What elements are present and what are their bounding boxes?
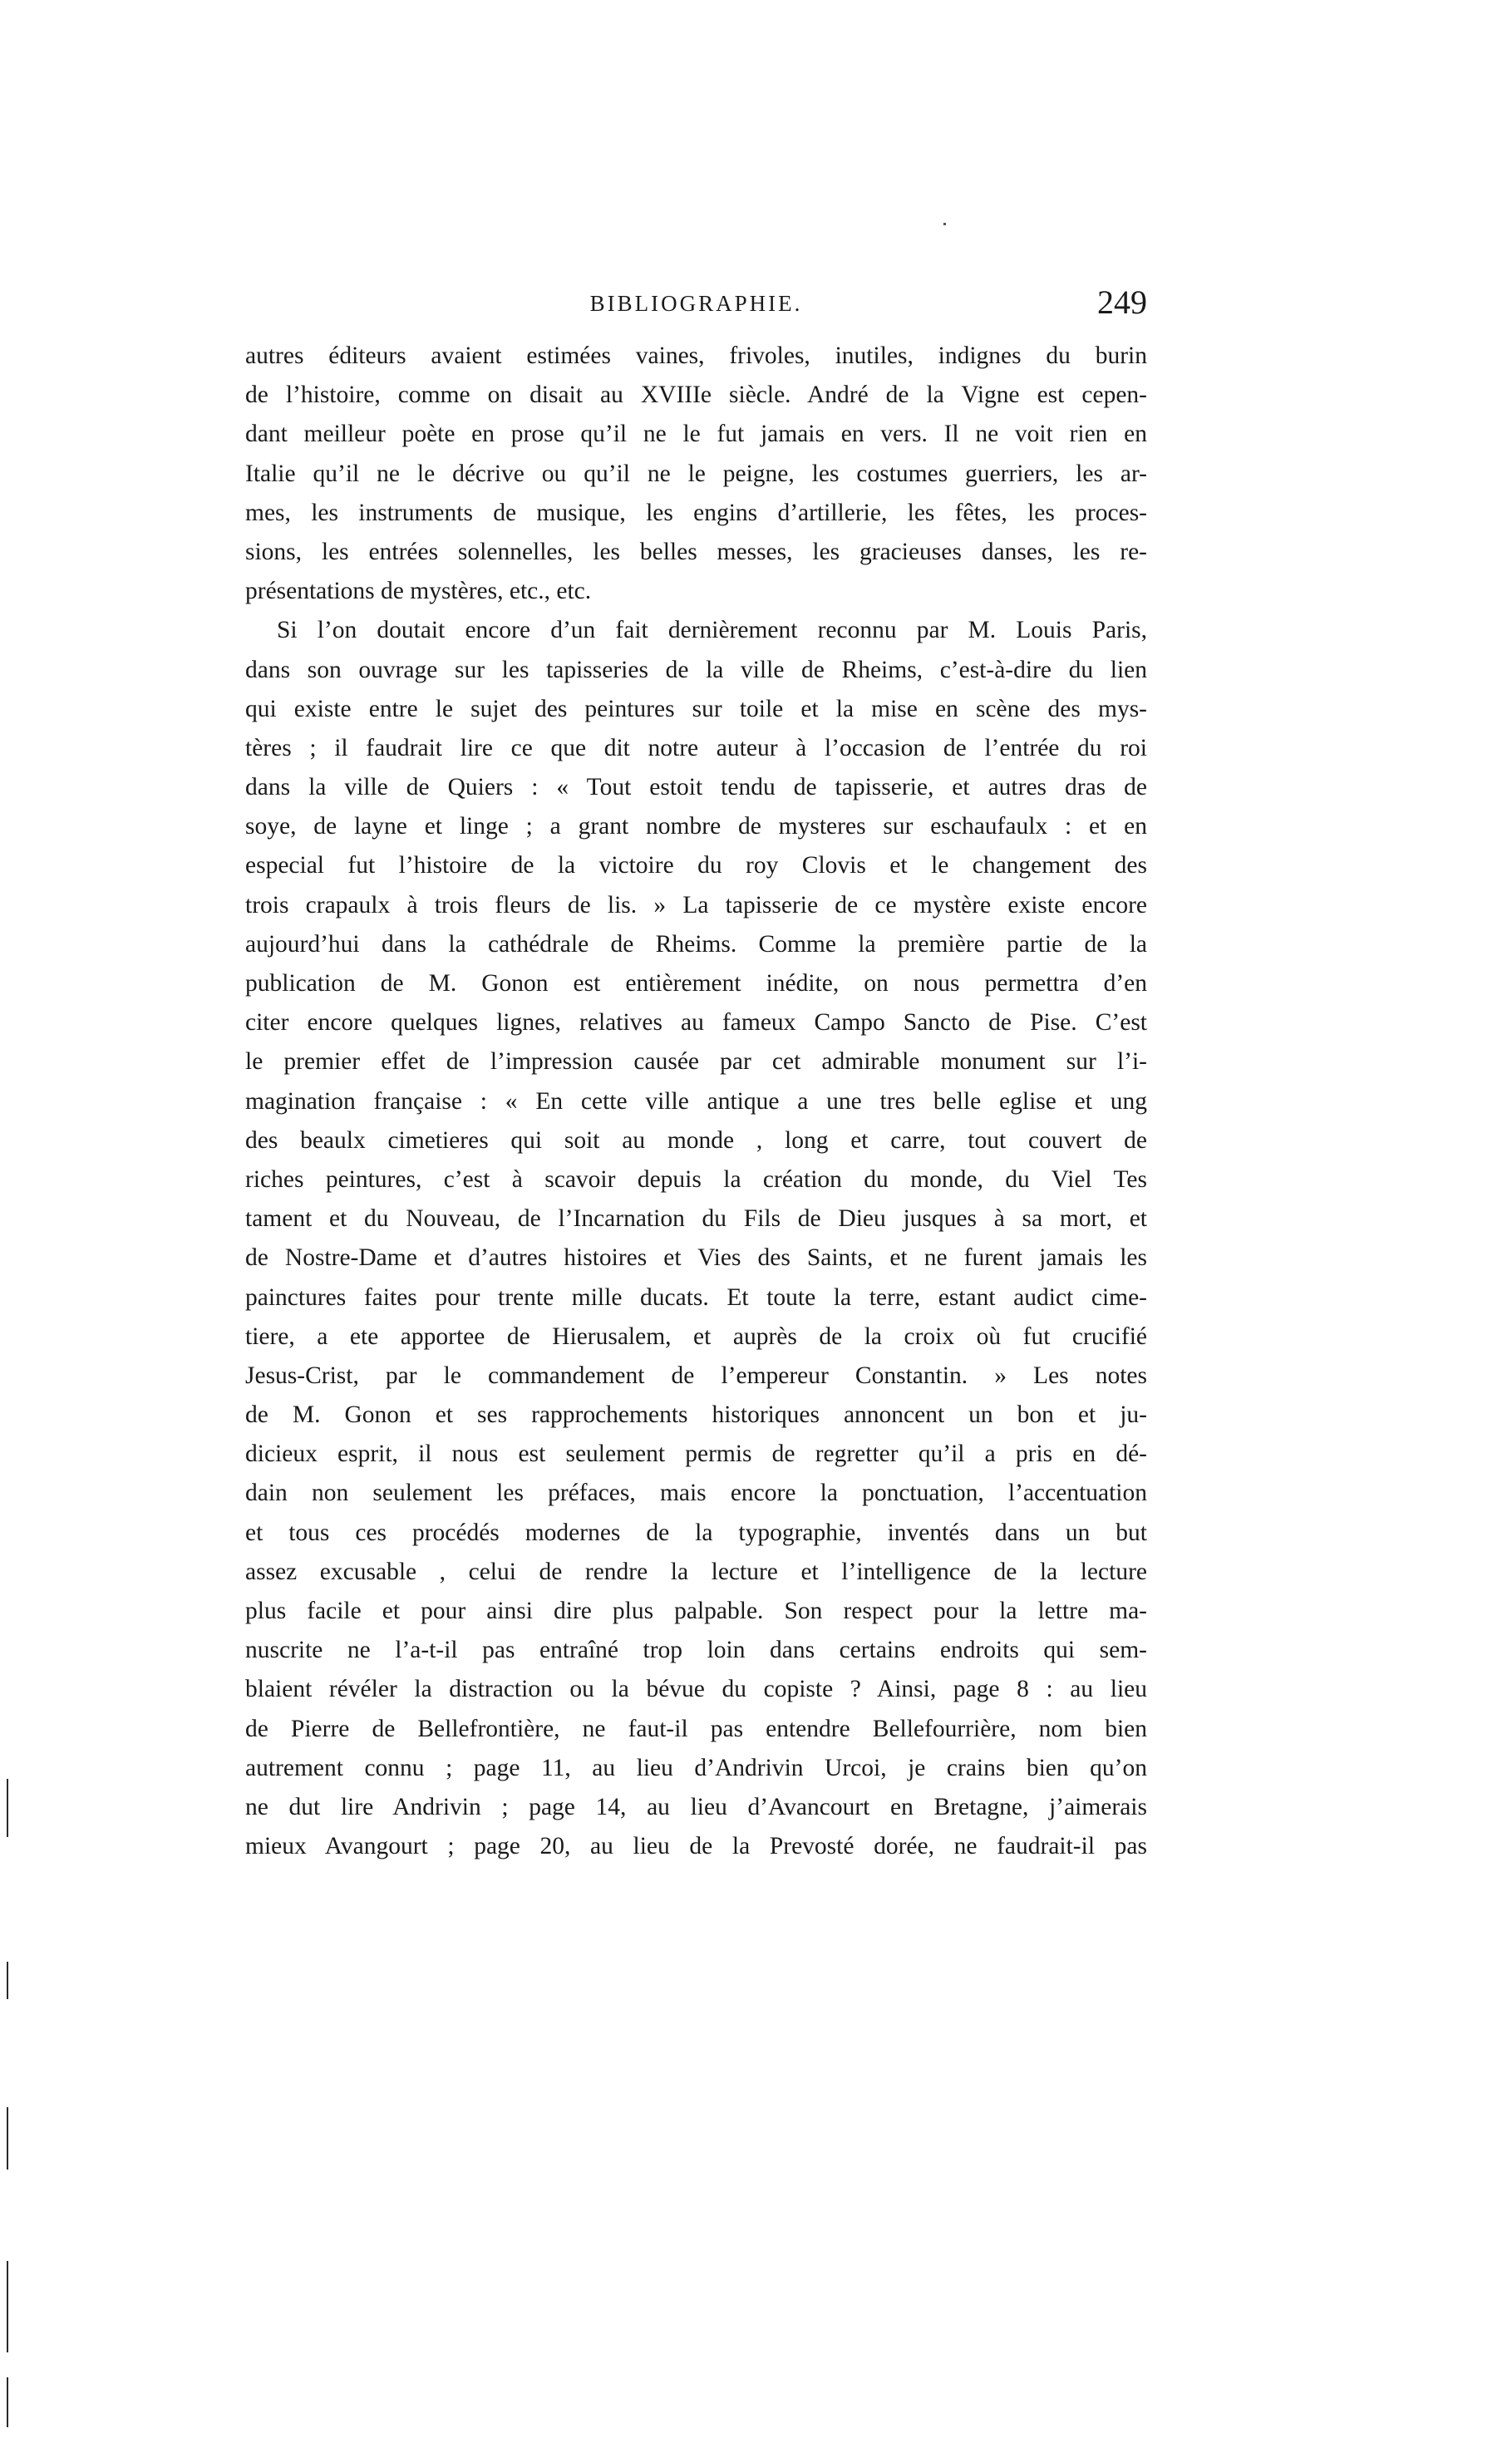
text-line: de Nostre-Dame et d’autres histoires et Vies des Saints, et ne furent jamais les [245,1244,1147,1272]
text-line: dans son ouvrage sur les tapisseries de la ville de Rheims, c’est-à-dire du lien [245,656,1147,683]
text-line: de l’histoire, comme on disait au XVIIIe siècle. André de la Vigne est cepen- [245,382,1147,409]
text-line: Jesus-Crist, par le commandement de l’empereur Constantin. » Les notes [245,1362,1147,1389]
text-line: Si l’on doutait encore d’un fait dernièrement reconnu par M. Louis Paris, [277,617,1147,644]
text-line: tiere, a ete apportee de Hierusalem, et auprès de la croix où fut crucifié [245,1322,1147,1350]
text-line: assez excusable , celui de rendre la lecture et l’intelligence de la lecture [245,1558,1147,1585]
text-line: dant meilleur poète en prose qu’il ne le fut jamais en vers. Il ne voit rien en [245,421,1147,448]
text-line: tères ; il faudrait lire ce que dit notre auteur à l’occasion de l’entrée du roi [245,734,1147,761]
text-line: painctures faites pour trente mille ducats. Et toute la terre, estant audict cime- [245,1283,1147,1311]
text-line: dicieux esprit, il nous est seulement permis de regretter qu’il a pris en dé- [245,1441,1147,1468]
text-line: dain non seulement les préfaces, mais encore la ponctuation, l’accentuation [245,1480,1147,1507]
text-line: dans la ville de Quiers : « Tout estoit tendu de tapisserie, et autres dras de [245,774,1147,801]
running-title: BIBLIOGRAPHIE. [589,291,803,316]
text-line: publication de M. Gonon est entièrement inédite, on nous permettra d’en [245,970,1147,997]
text-line: trois crapaulx à trois fleurs de lis. » La tapisserie de ce mystère existe encore [245,891,1147,919]
text-line: des beaulx cimetieres qui soit au monde , long et carre, tout couvert de [245,1126,1147,1154]
margin-scan-mark [7,2261,8,2352]
text-line: autrement connu ; page 11, au lieu d’Andrivin Urcoi, je crains bien qu’on [245,1754,1147,1781]
page-number: 249 [1097,283,1147,321]
text-line: ne dut lire Andrivin ; page 14, au lieu d’Avancourt en Bretagne, j’aimerais [245,1793,1147,1820]
margin-scan-mark [7,1962,8,1999]
body-text [245,337,1147,1866]
text-line: mes, les instruments de musique, les engins d’artillerie, les fêtes, les proces- [245,499,1147,526]
text-line: de Pierre de Bellefrontière, ne faut-il pas entendre Bellefourrière, nom bien [245,1715,1147,1742]
margin-scan-mark [7,1779,8,1837]
text-line: especial fut l’histoire de la victoire du roy Clovis et le changement des [245,852,1147,879]
text-line: magination française : « En cette ville antique a une tres belle eglise et ung [245,1087,1147,1115]
text-line: tament et du Nouveau, de l’Incarnation du Fils de Dieu jusques à sa mort, et [245,1205,1147,1233]
text-line: et tous ces procédés modernes de la typographie, inventés dans un but [245,1519,1147,1546]
text-line: sions, les entrées solennelles, les belles messes, les gracieuses danses, les re- [245,538,1147,565]
text-line: mieux Avangourt ; page 20, au lieu de la Prevosté dorée, ne faudrait-il pas [245,1833,1147,1860]
text-line: blaient révéler la distraction ou la bévue du copiste ? Ainsi, page 8 : au lieu [245,1676,1147,1703]
text-line: le premier effet de l’impression causée par cet admirable monument sur l’i- [245,1048,1147,1076]
margin-scan-mark [7,2377,8,2427]
text-line: qui existe entre le sujet des peintures sur toile et la mise en scène des mys- [245,695,1147,722]
text-line: plus facile et pour ainsi dire plus palpable. Son respect pour la lettre ma- [245,1598,1147,1624]
text-line: aujourd’hui dans la cathédrale de Rheims. Comme la première partie de la [245,930,1147,958]
ink-speck [943,223,946,225]
text-line: citer encore quelques lignes, relatives au fameux Campo Sancto de Pise. C’est [245,1009,1147,1037]
text-line: Italie qu’il ne le décrive ou qu’il ne le peigne, les costumes guerriers, les ar- [245,460,1147,487]
text-line: soye, de layne et linge ; a grant nombre de mysteres sur eschaufaulx : et en [245,813,1147,840]
text-line: riches peintures, c’est à scavoir depuis la création du monde, du Viel Tes [245,1165,1147,1193]
margin-scan-mark [7,2107,8,2170]
running-head [245,283,1147,332]
text-line: de M. Gonon et ses rapprochements historiques annoncent un bon et ju- [245,1401,1147,1429]
text-line: nuscrite ne l’a-t-il pas entraîné trop loin dans certains endroits qui sem- [245,1637,1147,1664]
text-line: autres éditeurs avaient estimées vaines, frivoles, inutiles, indignes du burin [245,342,1147,369]
text-line: présentations de mystères, etc., etc. [245,578,592,605]
